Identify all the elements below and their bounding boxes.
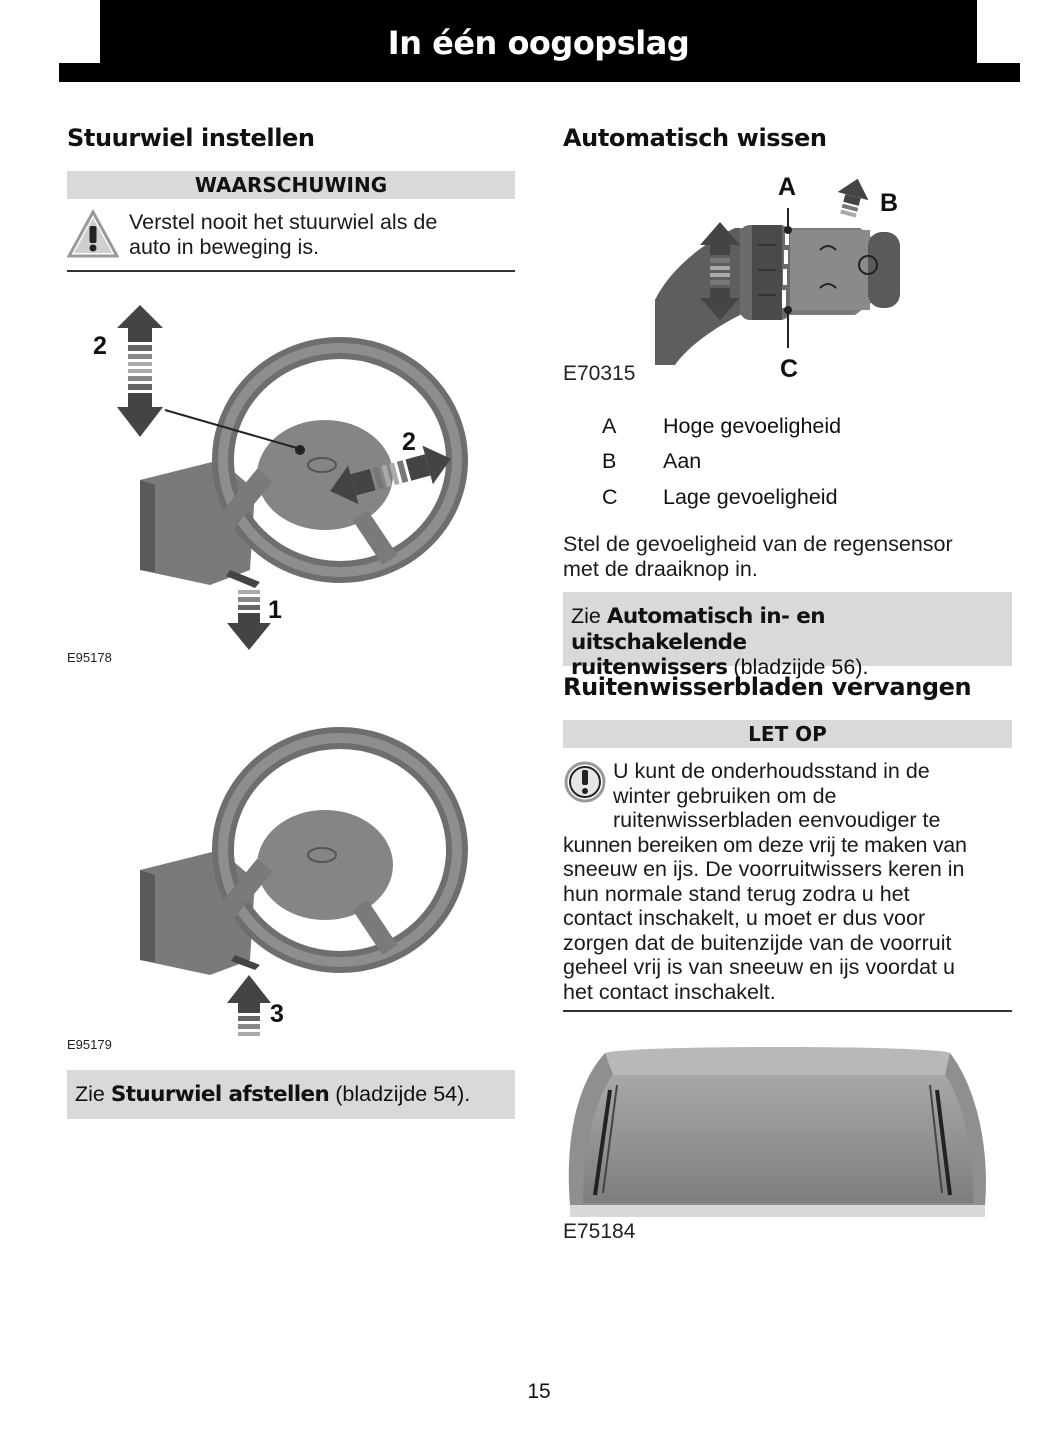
legend-key-b: B (602, 449, 617, 473)
callout-3-lock: 3 (270, 1000, 284, 1028)
see-auto-wipers-line1 (571, 604, 1004, 655)
caution-line-2: winter gebruiken om de (613, 784, 837, 808)
figure-code-e75184: E75184 (563, 1220, 636, 1243)
caution-label: LET OP (563, 720, 1012, 748)
warning-text-line1: Verstel nooit het stuurwiel als de (129, 210, 438, 234)
caution-divider (563, 1010, 1012, 1012)
figure-code-e70315: E70315 (563, 362, 636, 385)
see-suffix: (bladzijde 54). (329, 1082, 471, 1106)
caution-line-8: zorgen dat de buitenzijde van de voorruit (563, 931, 952, 955)
caution-line-10: het contact inschakelt. (563, 980, 776, 1004)
callout-a: A (778, 173, 797, 201)
steering-wheel-lock-figure (60, 720, 480, 1040)
callout-c: C (780, 355, 799, 383)
legend-value-b: Aan (663, 449, 702, 473)
windscreen-wiper-figure (565, 1045, 990, 1220)
caution-line-5: sneeuw en ijs. De voorruitwissers keren in (563, 857, 965, 881)
see-auto-wipers-box (563, 592, 1012, 680)
caution-line-4: kunnen bereiken om deze vrij te maken van (563, 833, 967, 857)
callout-b: B (880, 189, 899, 217)
section-heading-wiper-blades: Ruitenwisserbladen vervangen (563, 673, 972, 701)
figure-code-e95179: E95179 (67, 1037, 112, 1052)
caution-exclamation-icon (563, 760, 607, 804)
legend-value-c: Lage gevoeligheid (663, 485, 838, 509)
caution-line-6: hun normale stand terug zodra u het (563, 882, 910, 906)
callout-2-vertical: 2 (93, 332, 107, 360)
see-prefix: Zie (571, 604, 607, 628)
see-steering-adjust-box (67, 1070, 515, 1119)
warning-triangle-icon (67, 208, 119, 260)
see-prefix: Zie (75, 1082, 111, 1106)
caution-line-1: U kunt de onderhoudsstand in de (613, 759, 930, 783)
caution-line-7: contact inschakelt, u moet er dus voor (563, 906, 926, 930)
see-link-auto-wipers-cont[interactable]: ruitenwissers (571, 655, 728, 680)
page-number: 15 (527, 1380, 551, 1403)
section-heading-auto-wipe: Automatisch wissen (563, 124, 827, 152)
page-title: In één oogopslag (387, 24, 690, 62)
warning-text-line2: auto in beweging is. (129, 235, 320, 259)
section-heading-steering: Stuurwiel instellen (67, 124, 315, 152)
warning-divider (67, 270, 515, 272)
sensor-paragraph-line1: Stel de gevoeligheid van de regensensor (563, 532, 953, 556)
warning-label: WAARSCHUWING (67, 171, 515, 199)
legend-key-a: A (602, 414, 617, 438)
caution-line-3: ruitenwisserbladen eenvoudiger te (613, 808, 941, 832)
legend-value-a: Hoge gevoeligheid (663, 414, 842, 438)
see-link-steering-adjust[interactable]: Stuurwiel afstellen (110, 1082, 330, 1107)
caution-line-9: geheel vrij is van sneeuw en ijs voordat u (563, 955, 955, 979)
sensor-paragraph-line2: met de draaiknop in. (563, 557, 758, 581)
see-suffix: (bladzijde 56). (727, 655, 869, 679)
see-link-auto-wipers[interactable]: Automatisch in- en uitschakelende (571, 604, 825, 655)
header-rule (59, 63, 1020, 82)
figure-code-e95178: E95178 (67, 650, 112, 665)
callout-1-unlock: 1 (268, 596, 282, 624)
callout-2-reach: 2 (402, 428, 416, 456)
legend-key-c: C (602, 485, 618, 509)
